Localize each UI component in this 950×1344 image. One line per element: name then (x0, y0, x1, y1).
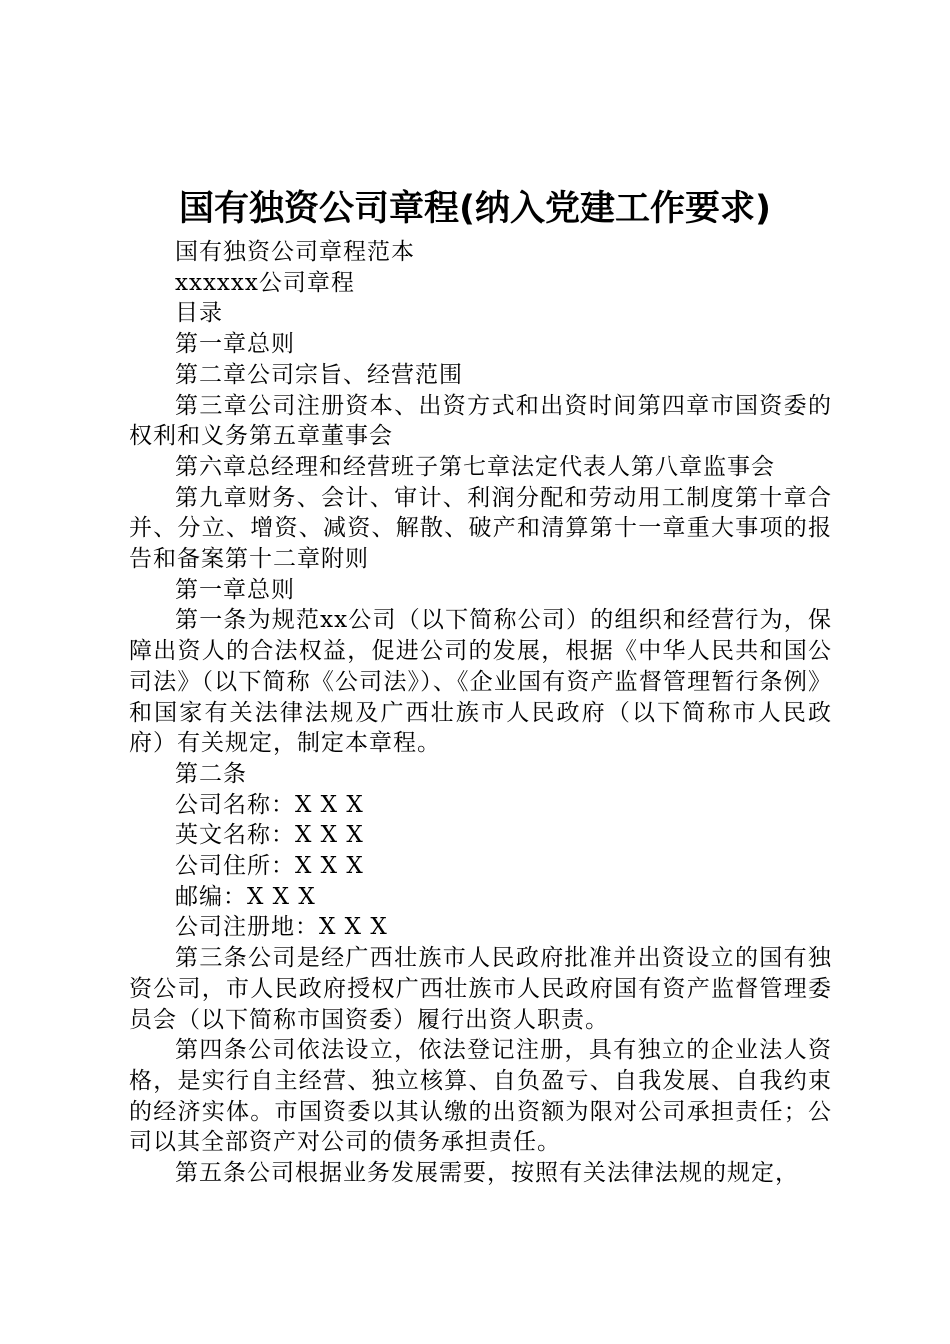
paragraph-subtitle: 国有独资公司章程范本 (175, 239, 415, 265)
chapter-1-heading: 第一章总则 (175, 576, 295, 603)
article-3: 第三条公司是经广西壮族市人民政府批准并出资设立的国有独资公司，市人民政府授权广西壮族市人民政府国有资产监督管理委员会（以下简称市国资委）履行出资人职责。 (129, 945, 832, 1033)
article-1: 第一条为规范xx公司（以下简称公司）的组织和经营行为，保障出资人的合法权益，促进公司的发展，根据《中华人民共和国公司法》（以下简称《公司法》）、《企业国有资产监督管理暂行条例》和国家有关法律法规及广西壮族市人民政府（以下简称市人民政府）有关规定，制定本章程。 (129, 607, 832, 757)
toc-chapter-1: 第一章总则 (175, 331, 295, 358)
toc-chapters-3-5: 第三章公司注册资本、出资方式和出资时间第四章市国资委的权利和义务第五章董事会 (129, 392, 832, 450)
toc-chapters-6-8: 第六章总经理和经营班子第七章法定代表人第八章监事会 (175, 453, 775, 480)
company-address-line: 公司住所：X X X (175, 853, 364, 880)
registered-place-line: 公司注册地：X X X (175, 914, 388, 941)
article-5: 第五条公司根据业务发展需要，按照有关法律法规的规定， (175, 1160, 799, 1187)
document-body (129, 237, 832, 1189)
toc-chapters-9-12: 第九章财务、会计、审计、利润分配和劳动用工制度第十章合并、分立、增资、减资、解散、破产和清算第十一章重大事项的报告和备案第十二章附则 (129, 484, 832, 573)
toc-chapter-2: 第二章公司宗旨、经营范围 (175, 361, 463, 388)
article-4: 第四条公司依法设立，依法登记注册，具有独立的企业法人资格，是实行自主经营、独立核算、自负盈亏、自我发展、自我约束的经济实体。市国资委以其认缴的出资额为限对公司承担责任；公司以其全部资产对公司的债务承担责任。 (129, 1037, 832, 1156)
paragraph-contents-heading: 目录 (175, 300, 223, 327)
document-title: 国有独资公司章程(纳入党建工作要求) (179, 189, 771, 229)
paragraph-company-charter: xxxxxx公司章程 (175, 269, 355, 296)
article-2-heading: 第二条 (175, 760, 247, 787)
english-name-line: 英文名称：X X X (175, 822, 364, 849)
postcode-line: 邮编：X X X (175, 883, 316, 910)
company-name-line: 公司名称：X X X (175, 791, 364, 818)
